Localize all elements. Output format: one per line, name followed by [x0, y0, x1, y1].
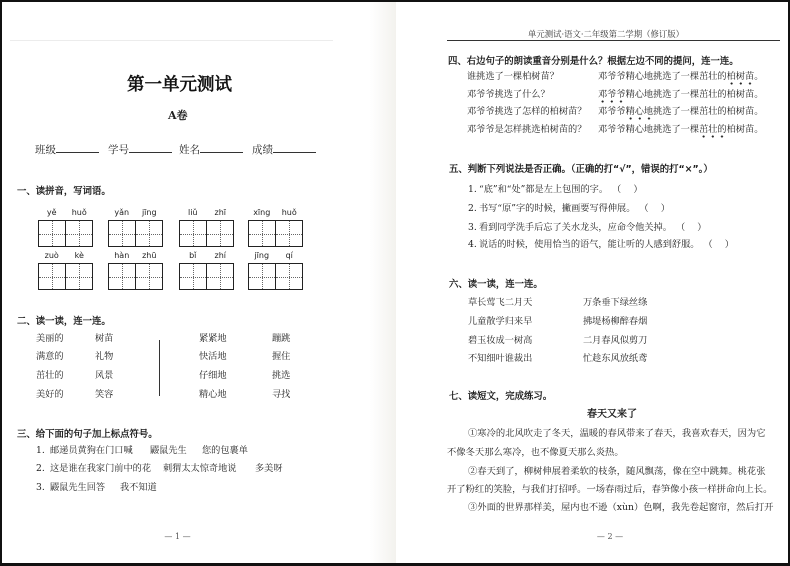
writing-grid: [108, 220, 163, 247]
poem-line-left: 草长莺飞二月天: [468, 297, 533, 308]
stressed-word: 茁壮的: [699, 124, 727, 138]
section-heading-6: 六、读一读，连一连。: [449, 279, 543, 290]
info-field-name: [179, 142, 243, 156]
answer-part: 精心地: [625, 71, 654, 82]
match-word-left: 仔细地: [199, 370, 227, 381]
answer-part: 柏树苗: [726, 124, 755, 135]
poem-line-left: 不知细叶谁裁出: [468, 353, 533, 364]
stress-question: 邓爷爷是怎样挑选柏树苗的？: [467, 124, 587, 135]
info-field-blank: [129, 142, 172, 153]
pinyin-syllable: zhí: [214, 251, 226, 260]
pinyin-syllable: xīng: [253, 208, 271, 217]
match-word-right: 蹦跳: [272, 333, 291, 344]
answer-part: 。: [754, 124, 764, 135]
statement-text: 说话的时候，使用恰当的语气，能让听的人感到舒服。: [479, 239, 700, 250]
tianzige-cell: [39, 264, 65, 289]
tianzige-cell: [275, 264, 302, 289]
info-field-label: 学号: [108, 144, 129, 156]
pinyin-syllable: zhī: [214, 208, 226, 217]
answer-part: 精心地: [625, 124, 654, 135]
stress-answer: [598, 89, 763, 101]
section-heading-7: 七、读短文，完成练习。: [449, 391, 553, 402]
answer-part: 挑选了一棵: [653, 106, 700, 117]
statement-text: 书写“原”字的时候，撇画要写得伸展。: [479, 202, 636, 214]
running-header: 单元测试·语文·二年级第二学期（修订版）: [527, 29, 685, 39]
answer-part: 邓爷爷: [598, 106, 626, 117]
item-number: 2.: [36, 463, 45, 474]
match-word-left: 茁壮的: [36, 370, 64, 381]
section-heading-2: 二、读一读，连一连。: [17, 316, 111, 327]
stress-question: 谁挑选了一棵柏树苗？: [467, 71, 559, 82]
item-number: 3.: [36, 482, 45, 493]
match-word-right: 寻找: [272, 389, 291, 400]
statement-text: 看到同学洗手后忘了关水龙头，应命令他关掉。: [479, 221, 672, 233]
match-word-right: 树苗: [95, 333, 114, 344]
bleed-through-rule: [10, 40, 333, 41]
match-word-left: 紧紧地: [199, 333, 227, 344]
sentence-fragment: 您的包裹单: [202, 445, 248, 456]
info-field-score: [252, 142, 316, 156]
group-divider-line: [159, 340, 160, 396]
sentence-fragment: 我不知道: [120, 482, 157, 493]
poem-line-left: 碧玉妆成一树高: [468, 335, 533, 346]
info-field-label: 班级: [35, 144, 56, 156]
pinyin-word: [179, 249, 234, 290]
info-field-class: [35, 142, 99, 156]
info-field-blank: [273, 142, 316, 153]
info-field-label: 成绩: [252, 144, 273, 156]
match-word-left: 满意的: [36, 351, 64, 362]
poem-line-left: 儿童散学归来早: [468, 316, 533, 327]
tianzige-cell: [206, 264, 233, 289]
stress-answer: [598, 106, 763, 118]
passage-line: 不像冬天那么寒冷，也不像夏天那么炎热。: [447, 447, 624, 458]
item-number: 1.: [468, 184, 477, 195]
section-heading-1: 一、读拼音，写词语。: [17, 186, 111, 197]
answer-part: 茁壮的: [699, 71, 727, 82]
answer-part: 挑选了一棵: [653, 71, 700, 82]
sentence-fragment: 鼹鼠先生回答: [50, 482, 106, 493]
section-heading-4: 四、右边句子的朗读重音分别是什么？根据左边不同的提问，连一连。: [448, 56, 739, 67]
pinyin-word: [38, 249, 93, 290]
writing-grid: [248, 220, 303, 247]
pinyin-word: [248, 249, 303, 290]
match-word-left: 美好的: [36, 389, 64, 400]
item-number: 1.: [36, 445, 45, 456]
match-word-right: 风景: [95, 370, 114, 381]
pinyin-syllable: zuò: [44, 251, 59, 260]
tianzige-cell: [109, 221, 135, 246]
answer-part: 茁壮的: [699, 106, 727, 117]
pinyin-syllable: kè: [74, 251, 84, 260]
tianzige-cell: [249, 264, 275, 289]
answer-part: 邓爷爷: [598, 124, 626, 135]
pinyin-syllable: huǒ: [281, 208, 297, 217]
pinyin-syllable: yě: [46, 208, 57, 217]
pinyin-syllable: zhū: [142, 251, 157, 260]
info-field-student-number: [108, 142, 172, 156]
writing-grid: [179, 263, 234, 290]
section-heading-5: 五、判断下列说法是否正确。（正确的打“√”，错误的打“×”。）: [449, 164, 713, 175]
sentence-fragment: 多美呀: [255, 463, 283, 474]
pinyin-syllable: bǐ: [189, 251, 197, 260]
answer-part: 。: [754, 71, 764, 82]
pinyin-syllable: hàn: [114, 251, 130, 260]
match-word-right: 握住: [272, 351, 291, 362]
tianzige-cell: [180, 221, 206, 246]
match-word-left: 精心地: [199, 389, 227, 400]
tianzige-cell: [180, 264, 206, 289]
true-false-statement: [479, 222, 706, 234]
stressed-word: 精心地: [626, 106, 654, 120]
answer-blank: （ ）: [639, 202, 670, 214]
answer-part: 。: [754, 106, 764, 117]
pinyin-word: [108, 249, 163, 290]
passage-title: 春天又来了: [587, 409, 637, 420]
answer-part: 挑选了一棵: [653, 124, 700, 135]
answer-part: 柏树苗: [726, 106, 755, 117]
pinyin-syllable: yǎn: [114, 208, 130, 217]
right-page: [396, 0, 790, 566]
writing-grid: [179, 220, 234, 247]
writing-grid: [38, 263, 93, 290]
writing-grid: [38, 220, 93, 247]
pinyin-word: [38, 206, 93, 247]
info-field-blank: [56, 142, 99, 153]
true-false-statement: [479, 184, 643, 196]
pinyin-syllable: qí: [285, 251, 293, 260]
tianzige-cell: [39, 221, 65, 246]
answer-part: 茁壮的: [699, 88, 727, 100]
pinyin-word: [108, 206, 163, 247]
writing-grid: [248, 263, 303, 290]
stress-question: 邓爷爷挑选了怎样的柏树苗？: [467, 106, 587, 117]
passage-line: ③外面的世界那样美，屋内也不逊（xùn）色啊，我先卷起窗帘，然后打开: [468, 502, 774, 513]
writing-grid: [108, 263, 163, 290]
pinyin-syllable: jīng: [254, 251, 270, 260]
tianzige-cell: [206, 221, 233, 246]
tianzige-cell: [65, 264, 92, 289]
answer-blank: （ ）: [675, 221, 707, 233]
match-word-left: 快活地: [199, 351, 227, 362]
pinyin-word: [179, 206, 234, 247]
statement-text: “底”和“处”都是左上包围的字。: [479, 184, 609, 195]
stress-answer: [598, 124, 763, 136]
true-false-statement: [479, 203, 670, 215]
stressed-word: 柏树苗: [727, 71, 755, 85]
passage-line: ①寒冷的北风吹走了冬天，温暖的春风带来了春天，我喜欢春天，因为它: [468, 428, 766, 439]
match-word-left: 美丽的: [36, 333, 64, 344]
true-false-statement: [479, 239, 734, 251]
item-number: 4.: [468, 239, 477, 250]
answer-part: 挑选了一棵: [653, 88, 700, 100]
answer-part: 精心地: [625, 88, 654, 100]
tianzige-cell: [135, 264, 162, 289]
header-rule: [447, 40, 780, 41]
sentence-fragment: 邮递员黄狗在门口喊: [50, 445, 133, 456]
answer-part: 。: [754, 88, 764, 100]
answer-blank: （ ）: [703, 239, 734, 250]
pinyin-syllable: huǒ: [71, 208, 87, 217]
page-number: — 2 —: [596, 532, 624, 541]
stressed-word: 邓爷爷: [598, 89, 626, 103]
sentence-fragment: 鼹鼠先生: [150, 445, 187, 456]
pinyin-syllable: jīng: [141, 208, 157, 217]
answer-part: 邓爷爷: [598, 71, 626, 82]
poem-line-right: 二月春风似剪刀: [583, 335, 648, 346]
tianzige-cell: [135, 221, 162, 246]
tianzige-cell: [275, 221, 302, 246]
item-number: 3.: [468, 221, 477, 233]
pinyin-word: [248, 206, 303, 247]
stress-question: 邓爷爷挑选了什么？: [467, 88, 550, 100]
pinyin-syllable: liǔ: [187, 208, 198, 217]
match-word-right: 笑容: [95, 389, 114, 400]
stress-answer: [598, 71, 763, 83]
passage-line: ②春天到了，柳树伸展着柔软的枝条，随风飘荡，像在空中跳舞。桃花张: [468, 466, 766, 477]
page-title: 第一单元测试: [127, 75, 232, 95]
match-word-right: 挑选: [272, 370, 291, 381]
answer-blank: （ ）: [612, 184, 643, 195]
info-field-blank: [200, 142, 243, 153]
match-word-right: 礼物: [95, 351, 114, 362]
sentence-fragment: 刺猬太太惊奇地说: [163, 463, 237, 474]
item-number: 2.: [468, 202, 477, 214]
answer-part: 柏树苗: [726, 88, 755, 100]
poem-line-right: 万条垂下绿丝绦: [583, 297, 648, 308]
tianzige-cell: [109, 264, 135, 289]
poem-line-right: 忙趁东风放纸鸢: [583, 353, 648, 364]
sentence-fragment: 这是谁在我家门前中的花: [50, 463, 152, 474]
paper-version-label: A卷: [168, 109, 188, 122]
tianzige-cell: [65, 221, 92, 246]
info-field-label: 姓名: [179, 144, 200, 156]
passage-line: 开了粉红的笑脸，与我们打招呼。一场春雨过后，春笋像小孩一样拼命向上长。: [447, 484, 773, 495]
tianzige-cell: [249, 221, 275, 246]
poem-line-right: 拂堤杨柳醉春烟: [583, 316, 648, 327]
section-heading-3: 三、给下面的句子加上标点符号。: [17, 429, 158, 440]
page-number: — 1 —: [164, 532, 191, 541]
